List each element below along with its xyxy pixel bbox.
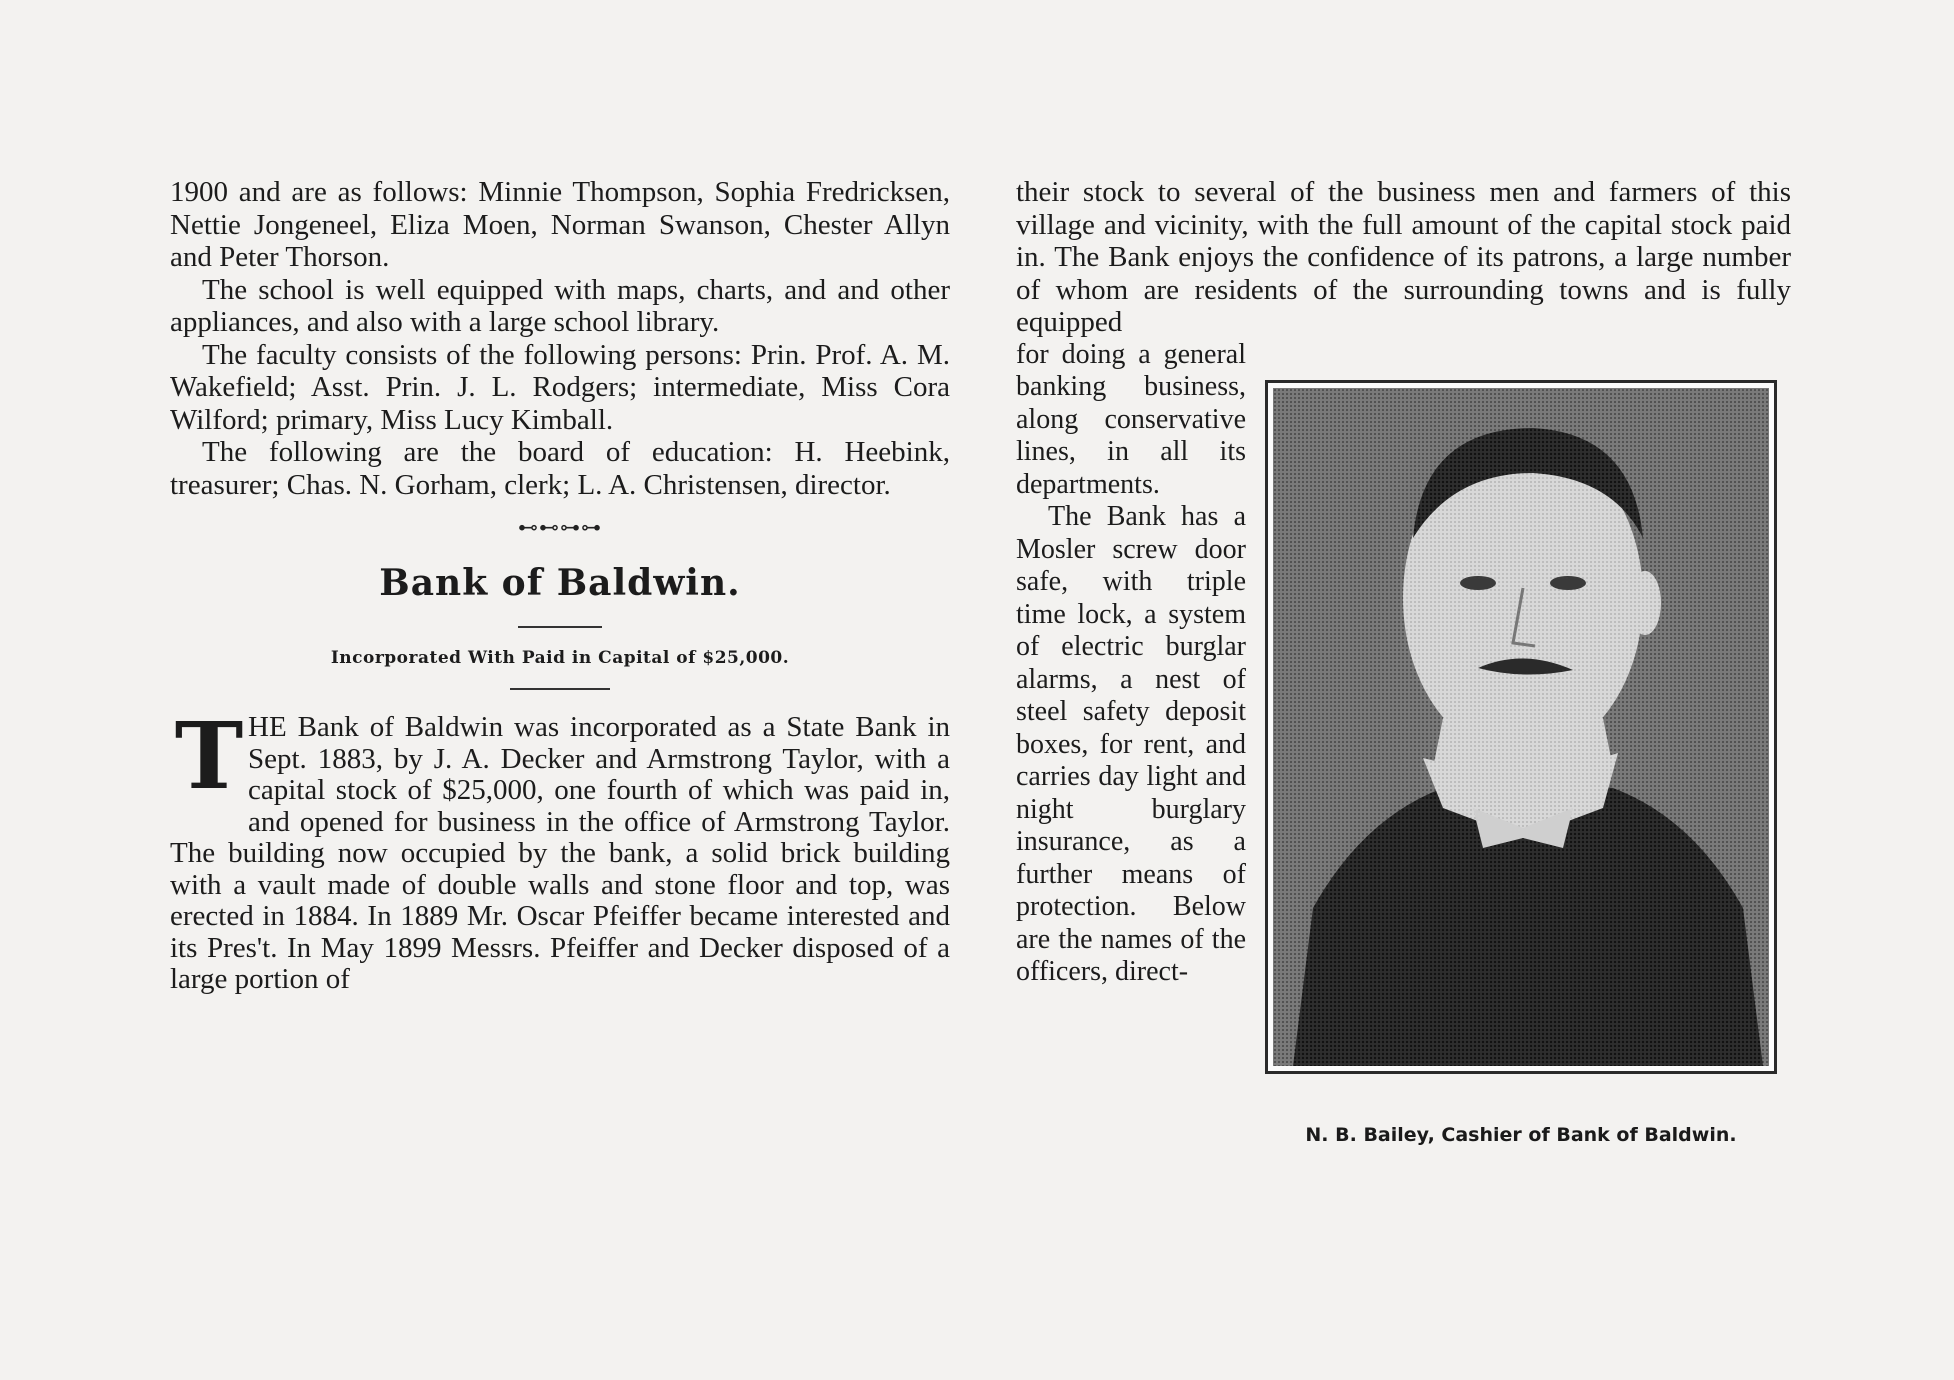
left-column [170,176,950,996]
bank-article-continued: their stock to several of the business men and farmers of this village and vicinity, with the full amount of the capital stock paid in. The Bank enjoys the confidence of its patrons, a large number of whom are residents of the surrounding towns and is fully equipped [1016,176,1791,338]
bank-safe-paragraph: The Bank has a Mosler screw door safe, with triple time lock, a system of electric burglar alarms, a nest of steel safety deposit boxes, for rent, and carries day light and night burglary insurance, as a further means of protection. Below are the names of the officers, direct- [1016,501,1246,987]
school-equipment-paragraph: The school is well equipped with maps, charts, and and other appliances, and also with a large school library. [170,273,950,338]
heading-rule [518,626,602,628]
narrow-text-column [1016,339,1246,989]
section-ornament: ⊷⊷⊶⊶ [518,517,602,539]
section-subheading: Incorporated With Paid in Capital of $25,000. [330,648,790,668]
portrait-illustration [1273,388,1769,1066]
section-heading: Bank of Baldwin. [379,562,741,604]
drop-cap: T [174,702,244,810]
bank-article [170,702,950,996]
school-pupils-paragraph: 1900 and are as follows: Minnie Thompson, Sophia Fredricksen, Nettie Jongeneel, Eliza Moen, Norman Swanson, Chester Allyn and Peter Thorson. [170,176,950,273]
subheading-rule [510,688,610,690]
faculty-paragraph: The faculty consists of the following persons: Prin. Prof. A. M. Wakefield; Asst. Prin. J. L. Rodgers; intermediate, Miss Cora Wilford; primary, Miss Lucy Kimball. [170,338,950,436]
portrait-image [1273,388,1769,1066]
portrait-photo [1265,380,1777,1074]
board-of-education-paragraph: The following are the board of education: H. Heebink, treasurer; Chas. N. Gorham, clerk; L. A. Christensen, director. [170,436,950,501]
portrait-caption: N. B. Bailey, Cashier of Bank of Baldwin. [1305,1124,1737,1146]
bank-business-paragraph: for doing a general banking business, along conservative lines, in all its departments. [1016,338,1246,500]
bank-article-text: HE Bank of Baldwin was incorporated as a State Bank in Sept. 1883, by J. A. Decker and Armstrong Taylor, with a capital stock of $25,000, one fourth of which was paid in, and opened for business in the office of Armstrong Taylor. The building now occupied by the bank, a solid brick building with a vault made of double walls and stone floor and top, was erected in 1884. In 1889 Mr. Oscar Pfeiffer became interested and its Pres't. In May 1899 Messrs. Pfeiffer and Decker disposed of a large portion of [170,711,950,995]
